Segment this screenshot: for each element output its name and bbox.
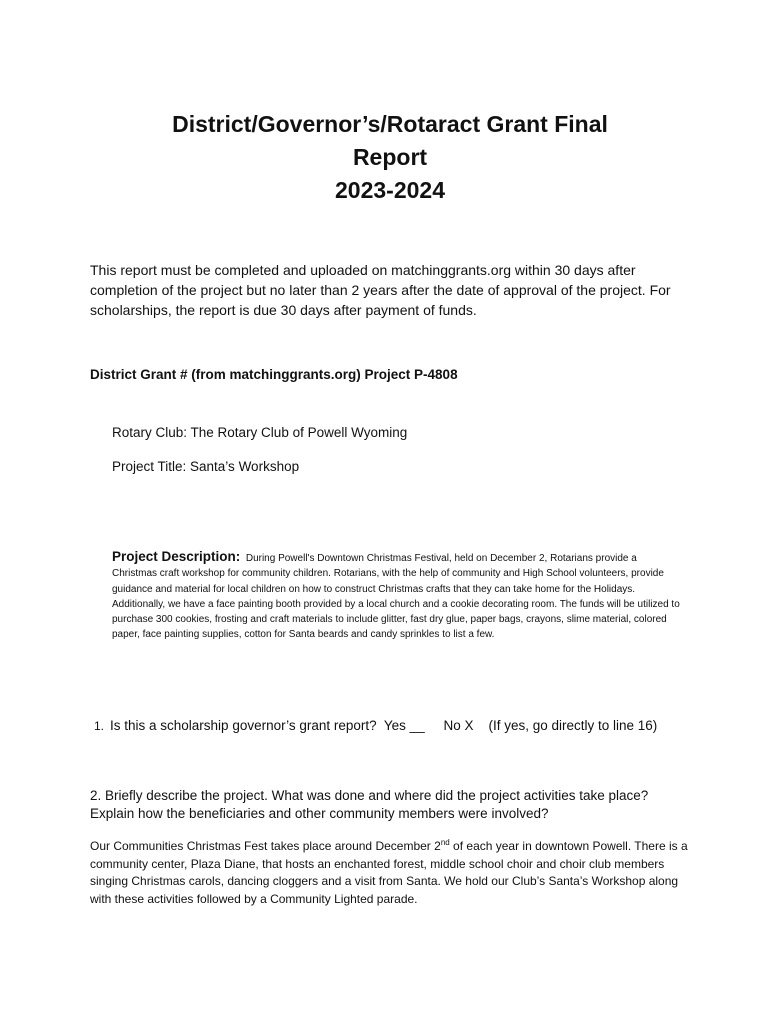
title-line-1: District/Governor’s/Rotaract Grant Final xyxy=(172,111,608,137)
answer-2 xyxy=(90,838,690,908)
project-description xyxy=(112,549,684,643)
project-description-text: During Powell's Downtown Christmas Festival, held on December 2, Rotarians provide a Christmas craft workshop for community children. Rotarians, with the help of community and High School volunteers, provide guidance and material for local children on how to construct Christmas crafts that they can take home for the Holidays. Additionally, we have a face painting booth provided by a local church and a cookie decorating room. The funds will be utilized to purchase 300 cookies, frosting and craft materials to include glitter, fast dry glue, paper bags, crayons, slime material, colored paper, face painting supplies, cotton for Santa beards and candy sprinkles to list a few. xyxy=(112,553,680,641)
rotary-club-field: Rotary Club: The Rotary Club of Powell Wyoming xyxy=(112,425,408,440)
question-1-number: 1. xyxy=(94,719,105,733)
title-line-2: Report xyxy=(352,144,428,170)
project-title-field: Project Title: Santa’s Workshop xyxy=(112,459,300,474)
question-1-text: Is this a scholarship governor’s grant report? Yes __ No X (If yes, go directly to line 16) xyxy=(110,718,658,733)
answer-2-superscript: nd xyxy=(440,838,450,847)
title-line-3: 2023-2024 xyxy=(335,177,445,203)
report-title xyxy=(90,108,690,207)
intro-paragraph: This report must be completed and uploaded on matchinggrants.org within 30 days after completion of the project but no later than 2 years after the date of approval of the project. For scholarships, the report is due 30 days after payment of funds. xyxy=(90,262,671,318)
answer-2-after: of each year in downtown Powell. There is a community center, Plaza Diane, that hosts an enchanted forest, middle school choir and choir club members singing Christmas carols, dancing cloggers and a visit from Santa. We hold our Club’s Santa’s Workshop along with these activities followed by a Community Lighted parade. xyxy=(90,839,688,906)
question-1 xyxy=(94,718,657,733)
question-2: 2. Briefly describe the project. What was done and where did the project activities take place? Explain how the beneficiaries and other community members were involved? xyxy=(90,788,649,821)
answer-2-before: Our Communities Christmas Fest takes place around December 2 xyxy=(90,839,441,853)
district-grant-line: District Grant # (from matchinggrants.org) Project P-4808 xyxy=(90,367,458,382)
project-description-label: Project Description: xyxy=(112,549,241,564)
